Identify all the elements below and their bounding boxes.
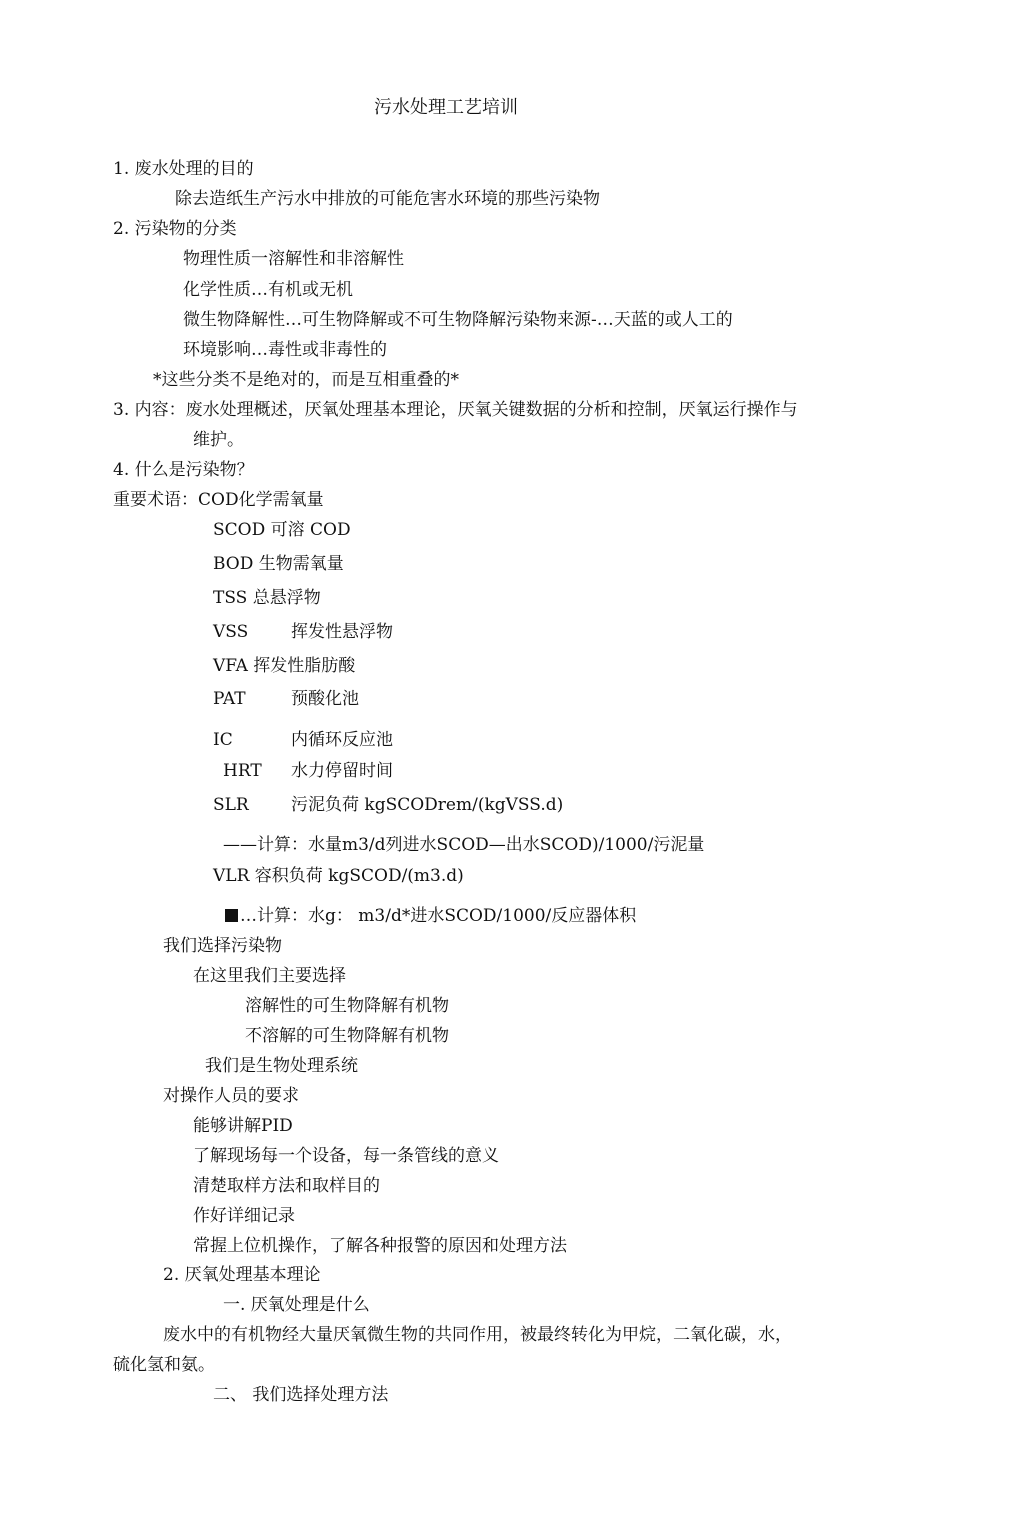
square-bullet-icon xyxy=(225,909,238,922)
section-3-line-1: 3. 内容：废水处理概述，厌氧处理基本理论，厌氧关键数据的分析和控制，厌氧运行操作与 xyxy=(113,400,798,420)
term-row xyxy=(213,655,355,677)
theory-subheading-2: 二、 我们选择处理方法 xyxy=(213,1385,389,1405)
term-row xyxy=(223,760,393,782)
choose-heading: 我们选择污染物 xyxy=(163,936,282,956)
document-title: 污水处理工艺培训 xyxy=(374,97,518,118)
section-2-item: 物理性质一溶解性和非溶解性 xyxy=(183,249,404,269)
term-desc: 可溶 COD xyxy=(270,520,351,540)
section-2-heading: 2. 污染物的分类 xyxy=(113,219,237,239)
term-abbr: SCOD xyxy=(213,520,266,540)
choose-note: 我们是生物处理系统 xyxy=(205,1056,358,1076)
operators-heading: 对操作人员的要求 xyxy=(163,1086,299,1106)
term-row xyxy=(213,519,351,541)
choose-item: 不溶解的可生物降解有机物 xyxy=(245,1026,449,1046)
term-abbr: TSS xyxy=(213,588,248,608)
term-desc: 内循环反应池 xyxy=(291,730,393,750)
theory-paragraph-line-1: 废水中的有机物经大量厌氧微生物的共同作用，被最终转化为甲烷，二氧化碳，水， xyxy=(163,1325,792,1345)
section-2-note: *这些分类不是绝对的，而是互相重叠的* xyxy=(153,370,459,390)
term-row xyxy=(213,688,359,710)
term-desc: 挥发性脂肪酸 xyxy=(253,656,356,676)
term-desc: 总悬浮物 xyxy=(252,588,321,608)
vlr-term: VLR 容积负荷 kgSCOD/(m3.d) xyxy=(213,866,464,886)
theory-subheading-1: 一. 厌氧处理是什么 xyxy=(223,1295,370,1315)
section-1-body: 除去造纸生产污水中排放的可能危害水环境的那些污染物 xyxy=(175,189,600,209)
slr-calculation: ——计算：水量m3/d列进水SCOD—出水SCOD)/1000/污泥量 xyxy=(223,835,705,855)
terms-heading: 重要术语：COD化学需氧量 xyxy=(113,490,324,510)
operators-item: 清楚取样方法和取样目的 xyxy=(193,1176,380,1196)
operators-item: 能够讲解PID xyxy=(193,1116,293,1136)
term-abbr: BOD xyxy=(213,554,254,574)
operators-item: 作好详细记录 xyxy=(193,1206,295,1226)
term-abbr: VSS xyxy=(213,622,249,642)
operators-item: 常握上位机操作，了解各种报警的原因和处理方法 xyxy=(193,1236,567,1256)
term-desc: 水力停留时间 xyxy=(291,761,393,781)
section-2-item: 环境影响…毒性或非毒性的 xyxy=(183,340,387,360)
term-desc: 预酸化池 xyxy=(291,689,359,709)
term-row xyxy=(213,794,564,816)
choose-subheading: 在这里我们主要选择 xyxy=(193,966,346,986)
section-2-item: 化学性质…有机或无机 xyxy=(183,280,353,300)
theory-heading: 2. 厌氧处理基本理论 xyxy=(163,1265,321,1285)
term-desc: 污泥负荷 kgSCODrem/(kgVSS.d) xyxy=(291,795,564,815)
vlr-calculation: …计算：水g： m3/d*进水SCOD/1000/反应器体积 xyxy=(240,906,637,926)
term-row xyxy=(213,621,393,643)
term-abbr: VFA xyxy=(213,656,248,676)
term-row xyxy=(213,729,393,751)
choose-item: 溶解性的可生物降解有机物 xyxy=(245,996,449,1016)
section-1-heading: 1. 废水处理的目的 xyxy=(113,159,254,179)
term-row xyxy=(213,587,321,609)
term-row xyxy=(213,553,344,575)
term-desc: 生物需氧量 xyxy=(258,554,344,574)
section-2-item: 微生物降解性…可生物降解或不可生物降解污染物来源-…天蓝的或人工的 xyxy=(183,310,733,330)
term-abbr: SLR xyxy=(213,795,249,815)
term-abbr: IC xyxy=(213,730,233,750)
theory-paragraph-line-2: 硫化氢和氨。 xyxy=(113,1355,215,1375)
operators-item: 了解现场每一个设备，每一条管线的意义 xyxy=(193,1146,499,1166)
section-3-line-2: 维护。 xyxy=(193,430,244,450)
term-desc: 挥发性悬浮物 xyxy=(291,622,393,642)
term-abbr: HRT xyxy=(223,761,262,781)
vlr-calculation-row xyxy=(225,905,636,927)
section-4-heading: 4. 什么是污染物？ xyxy=(113,460,254,480)
term-abbr: PAT xyxy=(213,689,246,709)
